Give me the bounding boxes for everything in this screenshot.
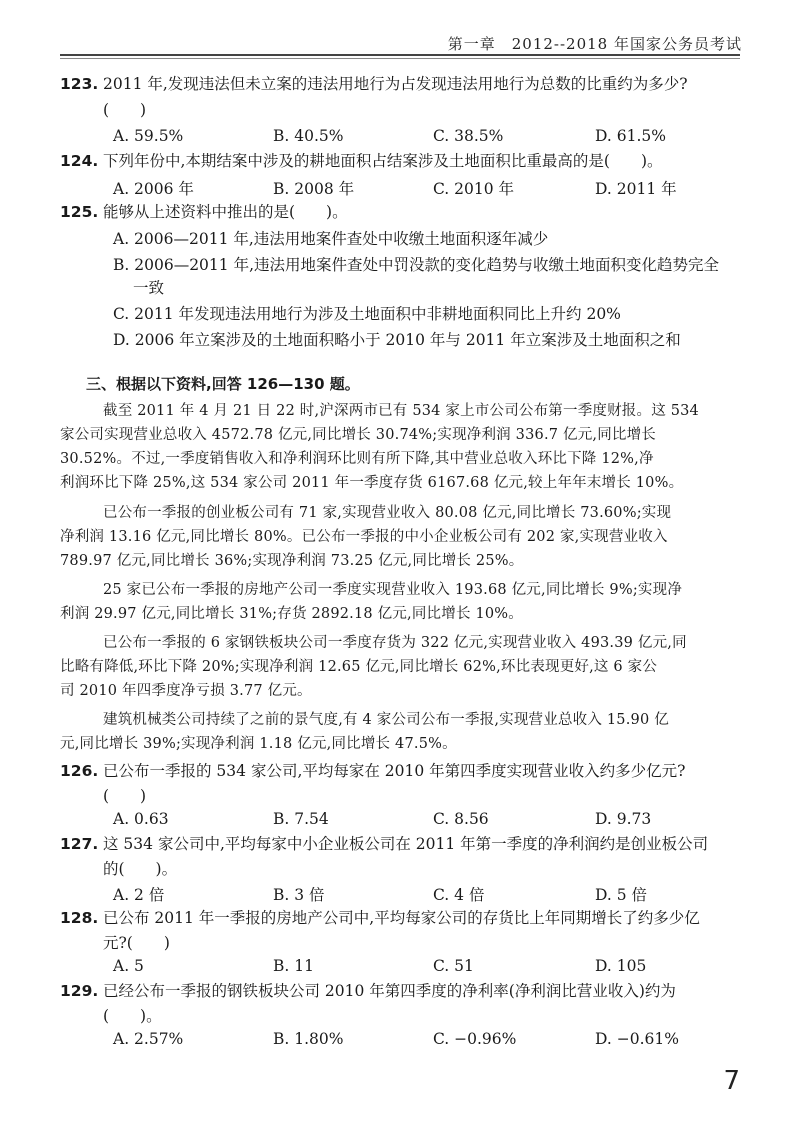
option-b[interactable]: B. 2006—2011 年,违法用地案件查处中罚没款的变化趋势与收缴土地面积变化趋势完全 [113,256,719,274]
option-b[interactable]: B. 2008 年 [273,180,355,198]
option-b[interactable]: B. 3 倍 [273,886,325,904]
option-a[interactable]: A. 2.57% [113,1030,184,1048]
option-a[interactable]: A. 2006—2011 年,违法用地案件查处中收缴土地面积逐年减少 [113,230,549,248]
passage-line: 建筑机械类公司持续了之前的景气度,有 4 家公司公布一季报,实现营业总收入 15.90 亿 [103,712,669,728]
option-b[interactable]: B. 1.80% [273,1030,344,1048]
passage-line: 利润 29.97 亿元,同比增长 31%;存货 2892.18 亿元,同比增长 10%。 [60,606,523,622]
question-number: 125. [60,203,99,221]
option-a[interactable]: A. 59.5% [113,127,184,145]
passage-line: 已公布一季报的 6 家钢铁板块公司一季度存货为 322 亿元,实现营业收入 493.39 亿元,同 [103,635,687,651]
option-d[interactable]: D. 9.73 [595,810,652,828]
question-text: 能够从上述资料中推出的是( )。 [103,203,348,221]
option-a[interactable]: A. 0.63 [113,810,169,828]
option-d[interactable]: D. 105 [595,957,647,975]
page-number: 7 [723,1066,740,1096]
question-number: 128. [60,909,99,927]
option-c[interactable]: C. 8.56 [433,810,489,828]
passage-line: 30.52%。不过,一季度销售收入和净利润环比则有所下降,其中营业总收入环比下降 12%,净 [60,451,654,467]
question-number: 129. [60,982,99,1000]
passage-line: 家公司实现营业总收入 4572.78 亿元,同比增长 30.74%;实现净利润 336.7 亿元,同比增长 [60,427,657,443]
passage-line: 司 2010 年四季度净亏损 3.77 亿元。 [60,683,312,699]
section-heading: 三、根据以下资料,回答 126—130 题。 [86,375,360,393]
option-d[interactable]: D. −0.61% [595,1030,679,1048]
option-a[interactable]: A. 2006 年 [113,180,194,198]
question-text: 下列年份中,本期结案中涉及的耕地面积占结案涉及土地面积比重最高的是( )。 [103,152,663,170]
chapter-title: 第一章 2012--2018 年国家公务员考试 [447,35,742,53]
answer-bracket: ( ) [103,101,147,119]
answer-bracket: ( ) [103,787,147,805]
question-text: 已经公布一季报的钢铁板块公司 2010 年第四季度的净利率(净利润比营业收入)约为 [103,982,676,1000]
passage-line: 25 家已公布一季报的房地产公司一季度实现营业收入 193.68 亿元,同比增长 9%;实现净 [103,582,683,598]
question-number: 127. [60,835,99,853]
option-c[interactable]: C. 51 [433,957,474,975]
option-b-continued: 一致 [133,279,165,297]
option-a[interactable]: A. 5 [113,957,144,975]
question-text-continued: 的( )。 [103,860,178,878]
passage-line: 789.97 亿元,同比增长 36%;实现净利润 73.25 亿元,同比增长 25%。 [60,553,524,569]
passage-line: 利润环比下降 25%,这 534 家公司 2011 年一季度存货 6167.68 亿元,较上年年末增长 10%。 [60,475,684,491]
question-number: 123. [60,75,99,93]
option-c[interactable]: C. 2010 年 [433,180,515,198]
question-text-continued: ( )。 [103,1007,162,1025]
option-b[interactable]: B. 11 [273,957,314,975]
option-d[interactable]: D. 61.5% [595,127,666,145]
question-text: 这 534 家公司中,平均每家中小企业板公司在 2011 年第一季度的净利润约是创业板公司 [103,835,709,853]
passage-line: 比略有降低,环比下降 20%;实现净利润 12.65 亿元,同比增长 62%,环比表现更好,这 6 家公 [60,659,658,675]
question-text: 已公布 2011 年一季报的房地产公司中,平均每家公司的存货比上年同期增长了约多少亿 [103,909,700,927]
question-number: 126. [60,762,99,780]
option-c[interactable]: C. 4 倍 [433,886,485,904]
question-text-continued: 元?( ) [103,934,170,952]
option-d[interactable]: D. 2011 年 [595,180,677,198]
option-c[interactable]: C. −0.96% [433,1030,517,1048]
option-c[interactable]: C. 38.5% [433,127,504,145]
option-c[interactable]: C. 2011 年发现违法用地行为涉及土地面积中非耕地面积同比上升约 20% [113,305,621,323]
option-b[interactable]: B. 40.5% [273,127,344,145]
passage-line: 已公布一季报的创业板公司有 71 家,实现营业收入 80.08 亿元,同比增长 73.60%;实现 [103,505,672,521]
question-number: 124. [60,152,99,170]
option-b[interactable]: B. 7.54 [273,810,329,828]
passage-line: 截至 2011 年 4 月 21 日 22 时,沪深两市已有 534 家上市公司公布第一季度财报。这 534 [103,403,699,419]
passage-line: 元,同比增长 39%;实现净利润 1.18 亿元,同比增长 47.5%。 [60,736,457,752]
passage-line: 净利润 13.16 亿元,同比增长 80%。已公布一季报的中小企业板公司有 202 家,实现营业收入 [60,529,668,545]
option-d[interactable]: D. 2006 年立案涉及的土地面积略小于 2010 年与 2011 年立案涉及土地面积之和 [113,331,681,349]
option-d[interactable]: D. 5 倍 [595,886,648,904]
question-text: 已公布一季报的 534 家公司,平均每家在 2010 年第四季度实现营业收入约多少亿元? [103,762,686,780]
question-text: 2011 年,发现违法但未立案的违法用地行为占发现违法用地行为总数的比重约为多少? [103,75,688,93]
option-a[interactable]: A. 2 倍 [113,886,165,904]
